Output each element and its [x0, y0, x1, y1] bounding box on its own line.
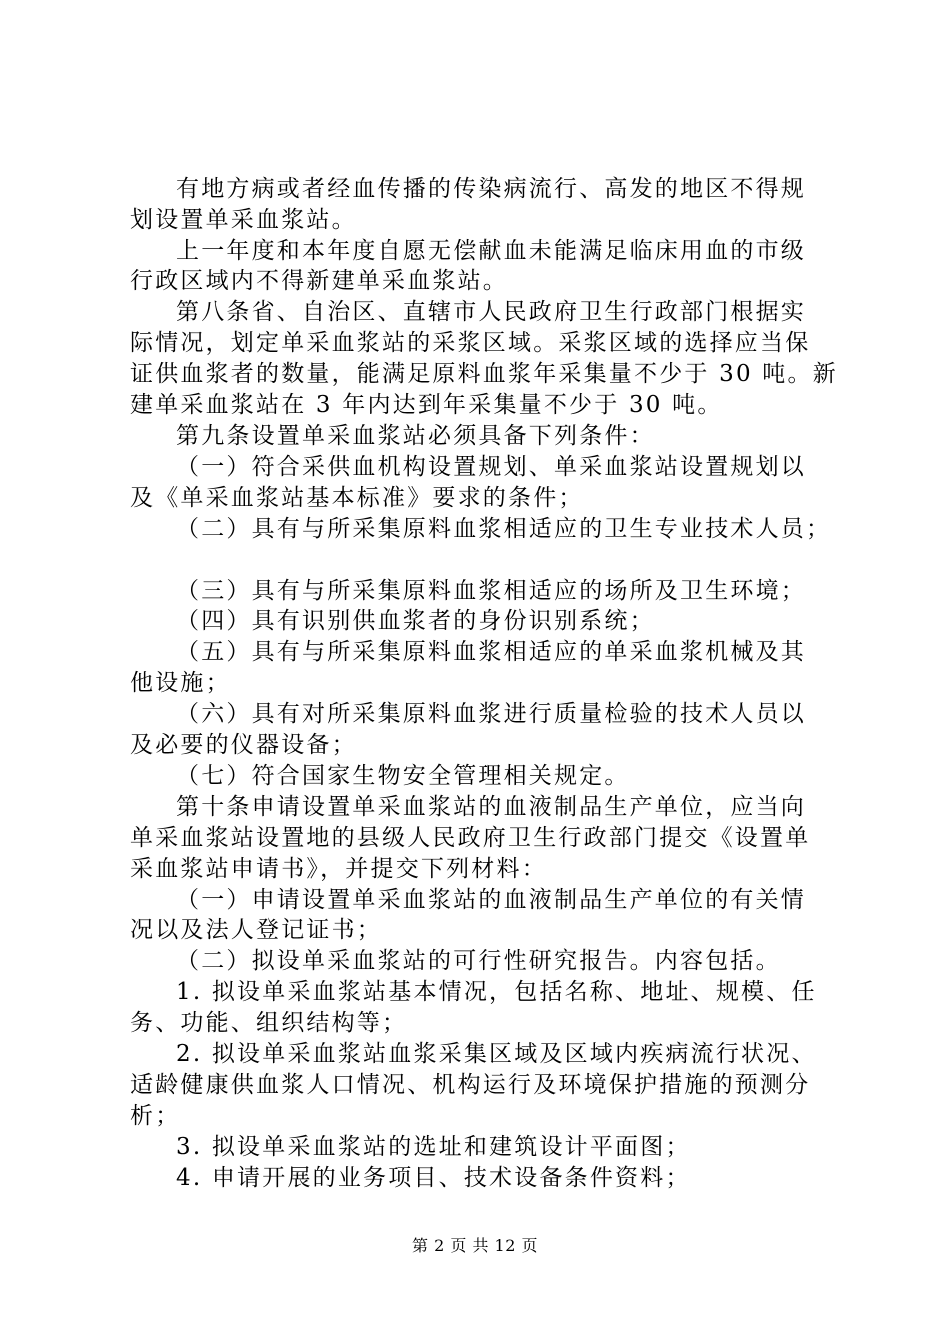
body-line: （六）具有对所采集原料血浆进行质量检验的技术人员以	[176, 701, 806, 727]
body-line: 况以及法人登记证书；	[130, 917, 382, 943]
body-line: 上一年度和本年度自愿无偿献血未能满足临床用血的市级	[176, 238, 806, 264]
body-line: 第八条省、自治区、直辖市人民政府卫生行政部门根据实	[176, 299, 806, 325]
body-line: 4. 申请开展的业务项目、技术设备条件资料；	[176, 1165, 691, 1191]
body-line: 务、功能、组织结构等；	[130, 1010, 408, 1036]
body-line: 适龄健康供血浆人口情况、机构运行及环境保护措施的预测分	[130, 1072, 811, 1098]
page-number-footer: 第 2 页 共 12 页	[412, 1236, 538, 1255]
body-line: （一）申请设置单采血浆站的血液制品生产单位的有关情	[176, 887, 806, 913]
body-line: （一）符合采供血机构设置规划、单采血浆站设置规划以	[176, 454, 806, 480]
body-line: 析；	[130, 1103, 181, 1129]
body-line: 单采血浆站设置地的县级人民政府卫生行政部门提交《设置单	[130, 825, 811, 851]
body-line: 1. 拟设单采血浆站基本情况，包括名称、地址、规模、任	[176, 979, 817, 1005]
body-line: 第十条申请设置单采血浆站的血液制品生产单位，应当向	[176, 794, 806, 820]
body-line: （三）具有与所采集原料血浆相适应的场所及卫生环境；	[176, 578, 806, 604]
body-line: 他设施；	[130, 670, 231, 696]
body-line: 证供血浆者的数量，能满足原料血浆年采集量不少于 30 吨。新	[130, 361, 838, 387]
body-line: 划设置单采血浆站。	[130, 207, 357, 233]
body-line: 有地方病或者经血传播的传染病流行、高发的地区不得规	[176, 176, 806, 202]
body-line: （二）拟设单采血浆站的可行性研究报告。内容包括。	[176, 948, 781, 974]
body-line: （七）符合国家生物安全管理相关规定。	[176, 763, 630, 789]
body-line: （二）具有与所采集原料血浆相适应的卫生专业技术人员；	[176, 516, 832, 542]
body-line: 建单采血浆站在 3 年内达到年采集量不少于 30 吨。	[130, 392, 723, 418]
body-line: 际情况，划定单采血浆站的采浆区域。采浆区域的选择应当保	[130, 330, 811, 356]
body-line: 2. 拟设单采血浆站血浆采集区域及区域内疾病流行状况、	[176, 1041, 817, 1067]
body-line: 3. 拟设单采血浆站的选址和建筑设计平面图；	[176, 1134, 691, 1160]
body-line: 及必要的仪器设备；	[130, 732, 357, 758]
body-line: 第九条设置单采血浆站必须具备下列条件：	[176, 423, 655, 449]
body-line: 采血浆站申请书》，并提交下列材料：	[130, 856, 547, 882]
body-line: （五）具有与所采集原料血浆相适应的单采血浆机械及其	[176, 639, 806, 665]
body-line: （四）具有识别供血浆者的身份识别系统；	[176, 608, 655, 634]
body-line: 及《单采血浆站基本标准》要求的条件；	[130, 485, 584, 511]
body-line: 行政区域内不得新建单采血浆站。	[130, 268, 508, 294]
